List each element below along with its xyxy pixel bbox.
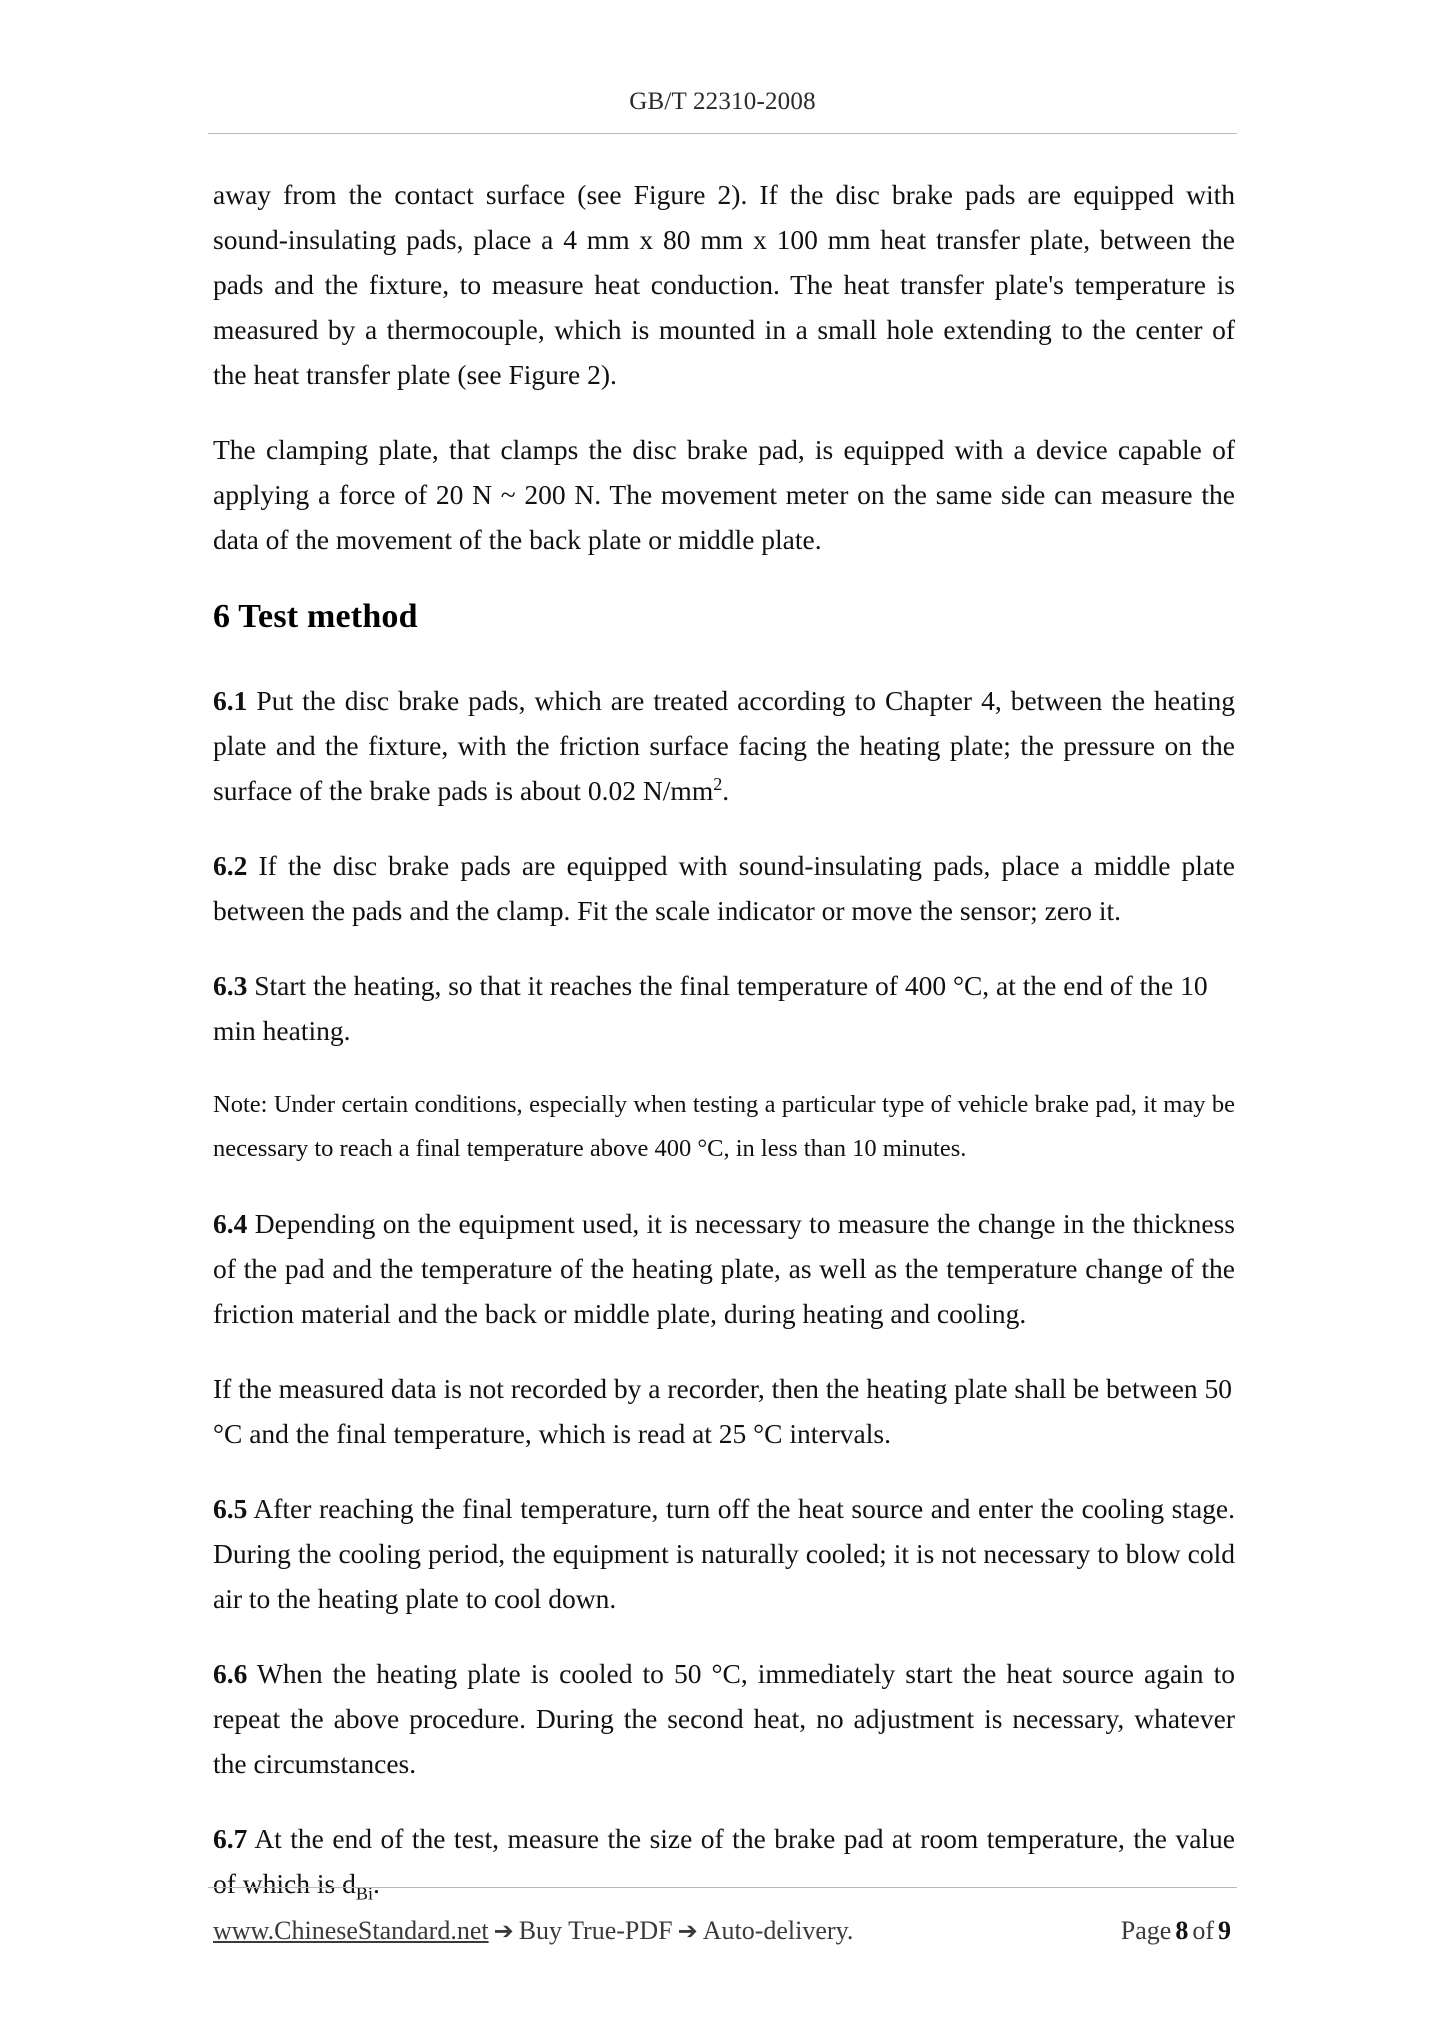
clause-6-5 (213, 1486, 1235, 1621)
standard-code: GB/T 22310-2008 (629, 88, 816, 115)
clause-6-2 (213, 843, 1235, 933)
clause-text-6-4: Depending on the equipment used, it is necessary to measure the change in the thickness of the pad and the temperature of the heating plate, as well as the temperature change of the friction material and the back or middle plate, during heating and cooling. (213, 1208, 1235, 1329)
clause-text-6-7a: At the end of the test, measure the size of the brake pad at room temperature, the value of which is d (213, 1823, 1235, 1899)
footer-promo-delivery: Auto-delivery. (702, 1916, 854, 1945)
clause-number-6-6: 6.6 (213, 1658, 248, 1689)
clause-number-6-4: 6.4 (213, 1208, 248, 1239)
page-label: Page (1120, 1916, 1172, 1945)
page-current: 8 (1175, 1916, 1189, 1945)
paragraph-clamping-plate: The clamping plate, that clamps the disc brake pad, is equipped with a device capable of applying a force of 20 N ~ 200 N. The movement meter on the same side can measure the data of the movement of the back plate or middle plate. (213, 434, 1235, 555)
clause-6-6 (213, 1651, 1235, 1786)
header-divider (208, 133, 1237, 134)
arrow-right-icon-2: ➔ (677, 1917, 698, 1945)
clause-number-6-1: 6.1 (213, 685, 248, 716)
page-total: 9 (1218, 1916, 1231, 1945)
clause-text-6-7b: . (372, 1868, 380, 1899)
page-header (210, 88, 1235, 116)
section-heading-6: 6 Test method (213, 598, 418, 635)
paragraph-recorder: If the measured data is not recorded by a recorder, then the heating plate shall be between 50 °C and the final temperature, which is read at 25 °C intervals. (213, 1373, 1233, 1449)
superscript-squared: 2 (713, 773, 723, 794)
clause-text-6-1b: . (722, 775, 730, 806)
page-of-label: of (1192, 1916, 1214, 1945)
clause-text-6-2: If the disc brake pads are equipped with sound-insulating pads, place a middle plate between the pads and the clamp. Fit the scale indicator or move the sensor; zero it. (213, 850, 1235, 926)
footer-divider (208, 1887, 1237, 1888)
clause-number-6-7: 6.7 (213, 1823, 248, 1854)
footer-promo-buy: Buy True-PDF (518, 1916, 673, 1945)
clause-text-6-5: After reaching the final temperature, turn off the heat source and enter the cooling stage. During the cooling period, the equipment is naturally cooled; it is not necessary to blow cold air to the heating plate to cool down. (213, 1493, 1235, 1614)
clause-6-1 (213, 678, 1235, 813)
page-number-block (1121, 1916, 1235, 1946)
page-footer (213, 1916, 1235, 1956)
chinesestandard-link[interactable]: www.ChineseStandard.net (213, 1916, 489, 1945)
arrow-right-icon: ➔ (493, 1917, 514, 1945)
clause-number-6-5: 6.5 (213, 1493, 248, 1524)
clause-6-3 (213, 963, 1235, 1053)
document-body (213, 172, 1235, 1936)
clause-number-6-3: 6.3 (213, 970, 248, 1001)
clause-text-6-3: Start the heating, so that it reaches the final temperature of 400 °C, at the end of the 10 min heating. (213, 970, 1208, 1046)
clause-text-6-6: When the heating plate is cooled to 50 °C, immediately start the heat source again to repeat the above procedure. During the second heat, no adjustment is necessary, whatever the circumstances. (213, 1658, 1235, 1779)
note-paragraph: Note: Under certain conditions, especially when testing a particular type of vehicle brake pad, it may be necessary to reach a final temperature above 400 °C, in less than 10 minutes. (213, 1091, 1235, 1162)
subscript-bi: Bi (355, 1883, 373, 1904)
clause-number-6-2: 6.2 (213, 850, 248, 881)
clause-6-7 (213, 1816, 1235, 1906)
footer-promo (213, 1916, 853, 1946)
clause-6-4 (213, 1201, 1235, 1336)
clause-text-6-1a: Put the disc brake pads, which are treated according to Chapter 4, between the heating plate and the fixture, with the friction surface facing the heating plate; the pressure on the surface of the brake pads is about 0.02 N/mm (213, 685, 1235, 806)
paragraph-intro: away from the contact surface (see Figure 2). If the disc brake pads are equipped with sound-insulating pads, place a 4 mm x 80 mm x 100 mm heat transfer plate, between the pads and the fixture, to measure heat conduction. The heat transfer plate's temperature is measured by a thermocouple, which is mounted in a small hole extending to the center of the heat transfer plate (see Figure 2). (213, 179, 1235, 390)
